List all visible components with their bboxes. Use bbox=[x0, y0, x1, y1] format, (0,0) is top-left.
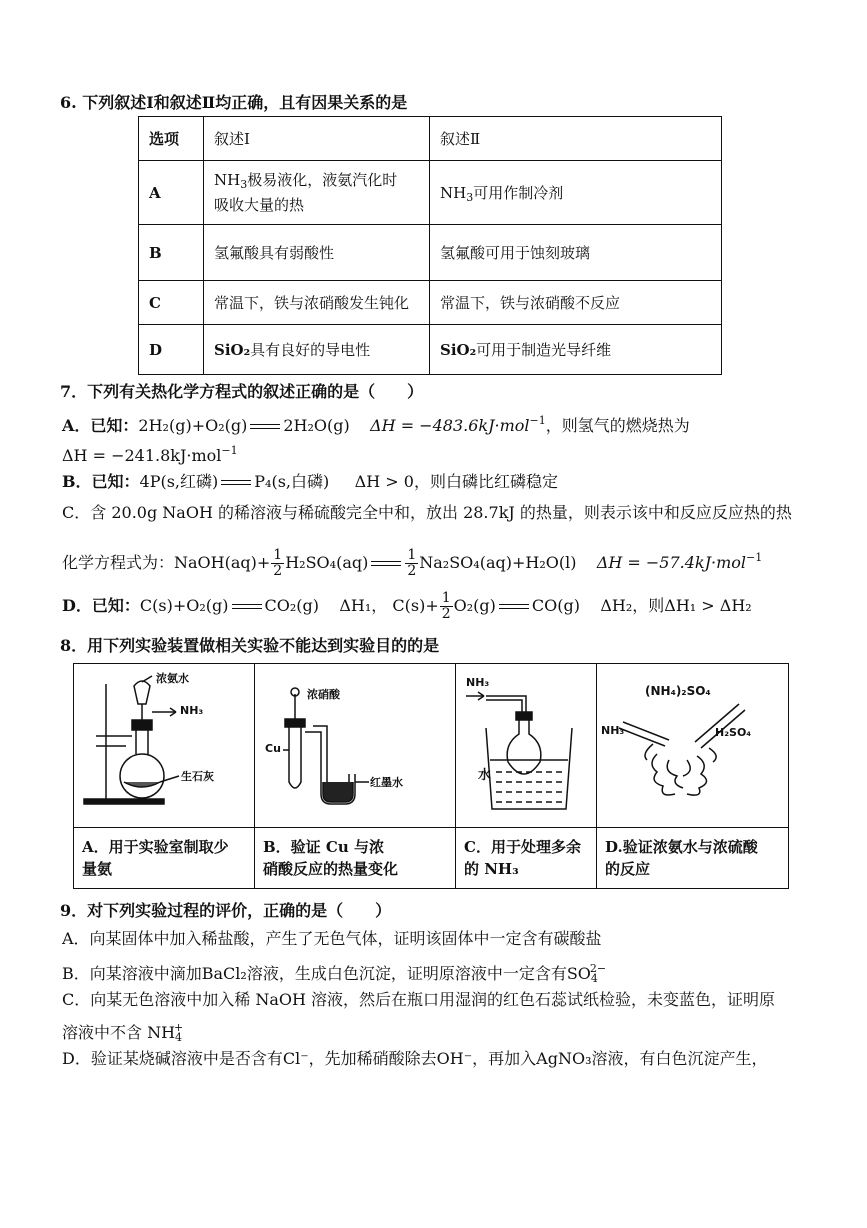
q6-stem: 6. 下列叙述Ⅰ和叙述Ⅱ均正确，且有因果关系的是 bbox=[60, 93, 408, 112]
q6-header-option: 选项 bbox=[139, 117, 204, 161]
q7-option-a-line2: ΔH = −241.8kJ·mol$^{-1}$ bbox=[62, 444, 238, 465]
q6-row-b-option: B bbox=[139, 225, 204, 281]
label-water: 水 bbox=[478, 768, 492, 783]
q8-caption-d: D.验证浓氨水与浓硫酸 的反应 bbox=[597, 828, 789, 889]
q8-caption-b: B．验证 Cu 与浓 硝酸反应的热量变化 bbox=[255, 828, 456, 889]
q7-option-c-line2: 化学方程式为：NaOH(aq)+ $\frac{1}{2}$ H₂SO₄(aq) $\frac{1}{2}$ Na₂SO₄(aq)+H₂O(l) ΔH = −57.4kJ·mol$^{-1}$ bbox=[62, 547, 763, 579]
q6-row-a-option: A bbox=[139, 161, 204, 225]
q7-option-c-line1: C．含 20.0g NaOH 的稀溶液与稀硫酸完全中和，放出 28.7kJ 的热量，则表示该中和反应反应热的热 bbox=[62, 503, 792, 522]
q9-stem: 9．对下列实验过程的评价，正确的是（ ） bbox=[60, 901, 392, 920]
label-nh3-d: NH₃ bbox=[601, 724, 625, 737]
label-nh3-c: NH₃ bbox=[466, 676, 490, 689]
q7-option-a-line1: A．已知：2H₂(g)+O₂(g) 2H₂O(g) ΔH = −483.6kJ·mol$^{-1}$，则氢气的燃烧热为 bbox=[62, 414, 690, 435]
q8-stem: 8．用下列实验装置做相关实验不能达到实验目的的是 bbox=[60, 636, 440, 655]
label-quicklime: 生石灰 bbox=[181, 770, 214, 783]
q8-figure-c bbox=[456, 664, 597, 828]
q8-apparatus-table bbox=[73, 663, 789, 889]
label-h2so4: H₂SO₄ bbox=[715, 726, 752, 739]
q6-row-b-s2: 氢氟酸可用于蚀刻玻璃 bbox=[430, 225, 722, 281]
label-cu: Cu bbox=[265, 742, 281, 755]
q8-figure-b bbox=[255, 664, 456, 828]
label-red-ink: 红墨水 bbox=[370, 776, 403, 789]
q7-option-b: B．已知：4P(s,红磷) P₄(s,白磷) ΔH > 0，则白磷比红磷稳定 bbox=[62, 472, 558, 491]
q7-stem: 7．下列有关热化学方程式的叙述正确的是（ ） bbox=[60, 382, 424, 401]
q6-row-a-s2: $NH_3$可用作制冷剂 bbox=[430, 161, 722, 225]
q9-option-c-line2: 溶液中不含 $NH_4^+$ bbox=[62, 1021, 184, 1044]
q9-option-a: A．向某固体中加入稀盐酸，产生了无色气体，证明该固体中一定含有碳酸盐 bbox=[62, 929, 602, 948]
q9-option-d: D．验证某烧碱溶液中是否含有Cl⁻，先加稀硝酸除去OH⁻，再加入AgNO₃溶液，有白色沉淀产生， bbox=[62, 1049, 768, 1068]
q6-row-d-option: D bbox=[139, 325, 204, 375]
label-ammonium-sulfate: (NH₄)₂SO₄ bbox=[645, 684, 711, 698]
q7-option-d: D．已知：C(s)+O₂(g) CO₂(g) ΔH₁， C(s)+ $\frac{1}{2}$ O₂(g) CO(g) ΔH₂，则ΔH₁ > ΔH₂ bbox=[62, 590, 752, 622]
label-conc-nitric-acid: 浓硝酸 bbox=[307, 688, 340, 701]
q8-figure-a bbox=[74, 664, 255, 828]
q8-figure-d bbox=[597, 664, 789, 828]
q6-header-s2: 叙述Ⅱ bbox=[430, 117, 722, 161]
copper-nitric-acid-diagram bbox=[255, 664, 455, 827]
q6-row-c-s2: 常温下，铁与浓硝酸不反应 bbox=[430, 281, 722, 325]
q8-caption-a: A．用于实验室制取少 量氨 bbox=[74, 828, 255, 889]
label-nh3-a: NH₃ bbox=[180, 704, 204, 717]
q6-row-d-s1: SiO₂具有良好的导电性 bbox=[204, 325, 430, 375]
q6-row-c-s1: 常温下，铁与浓硝酸发生钝化 bbox=[204, 281, 430, 325]
q6-row-b-s1: 氢氟酸具有弱酸性 bbox=[204, 225, 430, 281]
q9-option-b: B．向某溶液中滴加BaCl₂溶液，生成白色沉淀，证明原溶液中一定含有$SO_4^{2-}$ bbox=[62, 962, 607, 985]
q6-header-s1: 叙述Ⅰ bbox=[204, 117, 430, 161]
q6-row-d-s2: SiO₂可用于制造光导纤维 bbox=[430, 325, 722, 375]
nh3-formula: $NH_3$ bbox=[214, 171, 248, 191]
q6-table bbox=[138, 116, 722, 375]
q8-caption-c: C．用于处理多余 的 NH₃ bbox=[456, 828, 597, 889]
label-conc-ammonia: 浓氨水 bbox=[156, 672, 189, 685]
q9-option-c-line1: C．向某无色溶液中加入稀 NaOH 溶液，然后在瓶口用湿润的红色石蕊试纸检验，未变蓝色，证明原 bbox=[62, 990, 776, 1009]
q6-row-c-option: C bbox=[139, 281, 204, 325]
ammonia-generator-diagram bbox=[74, 664, 254, 827]
q6-row-a-s1: $NH_3$极易液化，液氨汽化时 吸收大量的热 bbox=[204, 161, 430, 225]
